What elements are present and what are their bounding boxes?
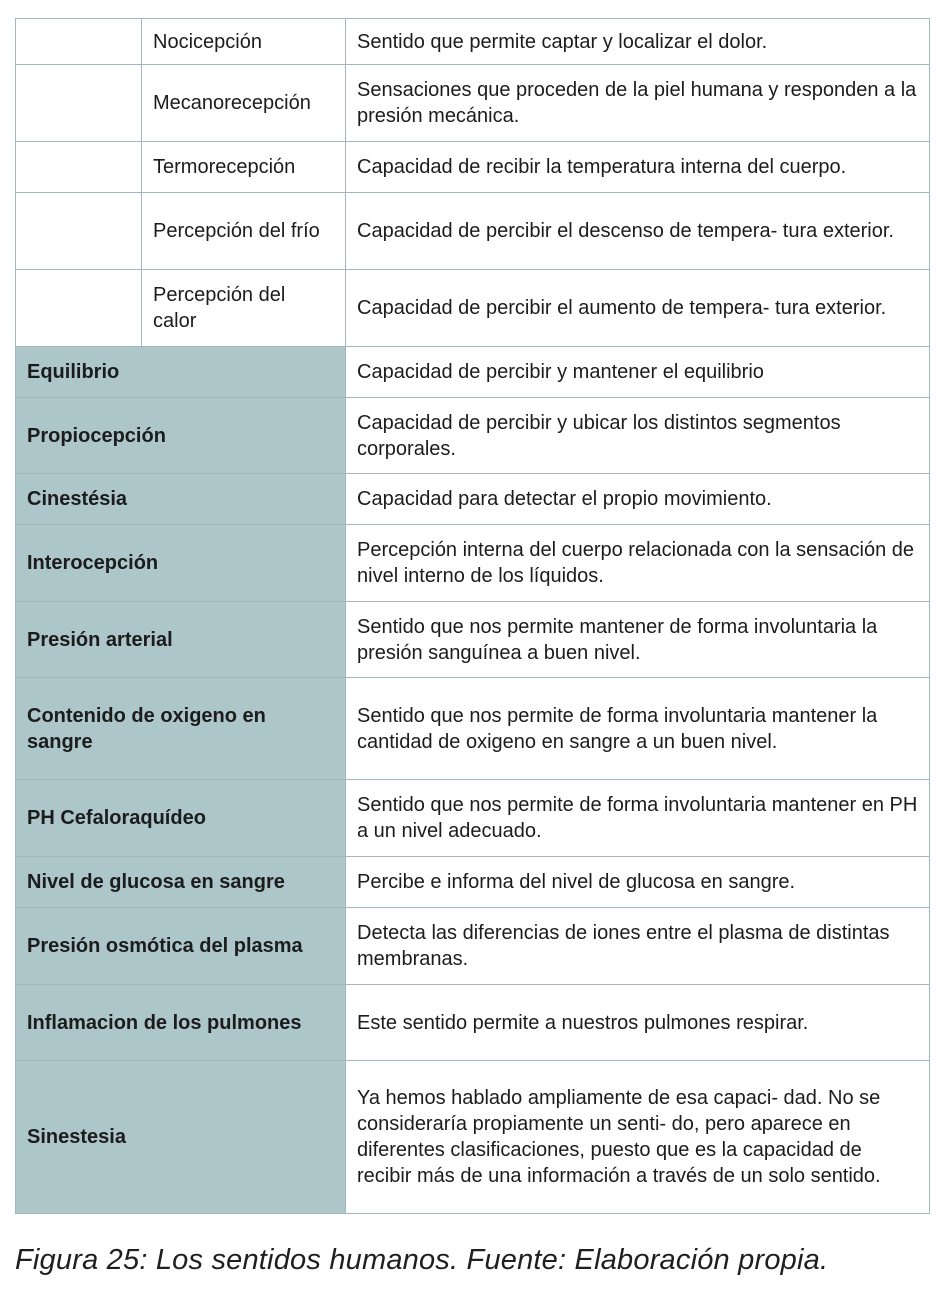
table-row [16,780,930,857]
sense-category: Sinestesia [16,1061,346,1214]
sense-description: Este sentido permite a nuestros pulmones respirar. [346,985,930,1061]
table-row [16,1061,930,1214]
figure-caption: Figura 25: Los sentidos humanos. Fuente: Elaboración propia. [15,1244,829,1276]
sense-description: Sensaciones que proceden de la piel humana y responden a la presión mecánica. [346,65,930,142]
sense-name: Percepción del calor [142,270,346,347]
sense-description: Capacidad de percibir el aumento de tempera- tura exterior. [346,270,930,347]
sense-category: Nivel de glucosa en sangre [16,857,346,908]
sense-category: Presión arterial [16,602,346,678]
table-row [16,985,930,1061]
sense-name: Nocicepción [142,19,346,65]
sense-description: Sentido que permite captar y localizar el dolor. [346,19,930,65]
blank-cell [16,65,142,142]
table-row [16,525,930,602]
sense-description: Sentido que nos permite de forma involuntaria mantener la cantidad de oxigeno en sangre a un buen nivel. [346,678,930,780]
sense-description: Percibe e informa del nivel de glucosa en sangre. [346,857,930,908]
sense-category: Cinestésia [16,474,346,525]
table-row [16,908,930,985]
sense-category: Propiocepción [16,398,346,474]
sense-description: Capacidad para detectar el propio movimiento. [346,474,930,525]
table-row [16,347,930,398]
sense-description: Sentido que nos permite mantener de forma involuntaria la presión sanguínea a buen nivel. [346,602,930,678]
sense-description: Sentido que nos permite de forma involuntaria mantener en PH a un nivel adecuado. [346,780,930,857]
table-row [16,193,930,270]
sense-name: Percepción del frío [142,193,346,270]
sense-category: Equilibrio [16,347,346,398]
blank-cell [16,19,142,65]
table-row [16,65,930,142]
sense-description: Capacidad de percibir y ubicar los distintos segmentos corporales. [346,398,930,474]
sense-description: Percepción interna del cuerpo relacionada con la sensación de nivel interno de los líquidos. [346,525,930,602]
table-row [16,602,930,678]
table-row [16,678,930,780]
blank-cell [16,193,142,270]
table-row [16,857,930,908]
sense-description: Capacidad de recibir la temperatura interna del cuerpo. [346,142,930,193]
table-row [16,142,930,193]
sense-name: Mecanorecepción [142,65,346,142]
senses-table [15,18,930,1214]
table-row [16,19,930,65]
sense-category: PH Cefaloraquídeo [16,780,346,857]
blank-cell [16,270,142,347]
table-row [16,398,930,474]
sense-description: Ya hemos hablado ampliamente de esa capaci- dad. No se consideraría propiamente un senti- do, pero aparece en diferentes clasificaciones, puesto que es la capacidad de recibir más de una información a través de un solo sentido. [346,1061,930,1214]
sense-description: Capacidad de percibir el descenso de tempera- tura exterior. [346,193,930,270]
blank-cell [16,142,142,193]
sense-category: Presión osmótica del plasma [16,908,346,985]
table-row [16,270,930,347]
sense-description: Detecta las diferencias de iones entre el plasma de distintas membranas. [346,908,930,985]
table-row [16,474,930,525]
sense-category: Interocepción [16,525,346,602]
sense-description: Capacidad de percibir y mantener el equilibrio [346,347,930,398]
sense-category: Contenido de oxigeno en sangre [16,678,346,780]
sense-name: Termorecepción [142,142,346,193]
sense-category: Inflamacion de los pulmones [16,985,346,1061]
